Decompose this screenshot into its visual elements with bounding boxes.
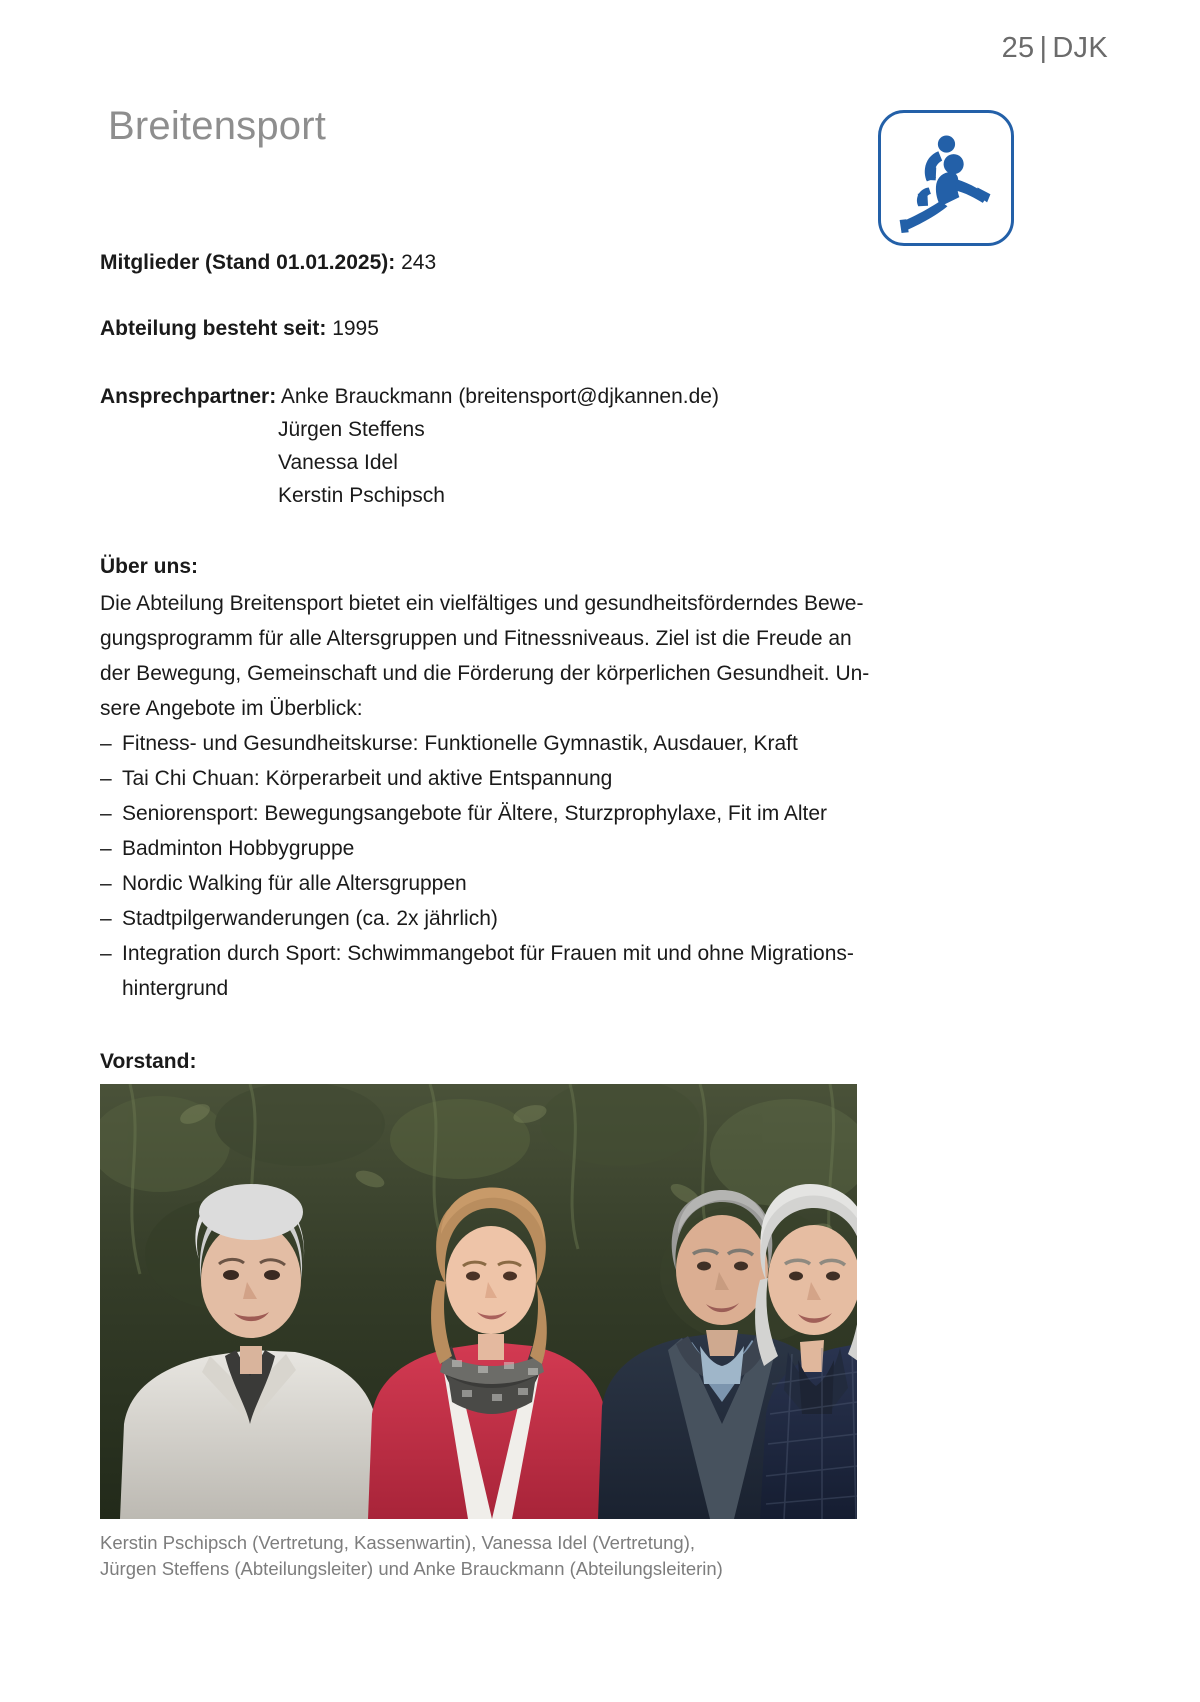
offer-list bbox=[100, 726, 890, 1006]
contact-primary: Anke Brauckmann (breitensport@djkannen.de) bbox=[280, 385, 719, 408]
caption-line: Jürgen Steffens (Abteilungsleiter) und Anke Brauckmann (Abteilungsleiterin) bbox=[100, 1558, 723, 1579]
list-dash: – bbox=[100, 802, 112, 825]
list-dash: – bbox=[100, 907, 112, 930]
caption-line: Kerstin Pschipsch (Vertretung, Kassenwartin), Vanessa Idel (Vertretung), bbox=[100, 1532, 696, 1553]
list-item-line2: hintergrund bbox=[122, 977, 229, 1000]
members-line bbox=[100, 248, 890, 278]
list-item-label-wrapped bbox=[122, 936, 890, 1006]
list-item-label: Nordic Walking für alle Altersgruppen bbox=[122, 872, 467, 895]
photo-caption bbox=[100, 1530, 890, 1582]
page-content bbox=[100, 248, 890, 1582]
contact-primary-line bbox=[100, 380, 890, 413]
club-name: DJK bbox=[1052, 32, 1108, 64]
list-item bbox=[100, 796, 890, 831]
handball-player-icon bbox=[878, 110, 1014, 246]
list-item-line1: Integration durch Sport: Schwimmangebot für Frauen mit und ohne Migrations- bbox=[122, 942, 854, 965]
members-value: 243 bbox=[401, 251, 437, 274]
board-members-photo bbox=[100, 1084, 857, 1519]
list-item bbox=[100, 901, 890, 936]
founded-line bbox=[100, 314, 890, 344]
founded-value: 1995 bbox=[332, 317, 379, 340]
header-separator: | bbox=[1039, 32, 1048, 64]
list-item bbox=[100, 761, 890, 796]
list-dash: – bbox=[100, 732, 112, 755]
contacts-block bbox=[100, 380, 890, 512]
list-item-label: Stadtpilgerwanderungen (ca. 2x jährlich) bbox=[122, 907, 498, 930]
list-item bbox=[100, 936, 890, 1006]
list-dash: – bbox=[100, 837, 112, 860]
list-item-label: Tai Chi Chuan: Körperarbeit und aktive Entspannung bbox=[122, 767, 613, 790]
board-heading: Vorstand: bbox=[100, 1050, 197, 1073]
list-item bbox=[100, 831, 890, 866]
list-dash: – bbox=[100, 767, 112, 790]
list-dash: – bbox=[100, 872, 112, 895]
about-line: Die Abteilung Breitensport bietet ein vielfältiges und gesundheitsförderndes Bewe- bbox=[100, 592, 864, 615]
page-number: 25 bbox=[1001, 32, 1035, 64]
list-item-label: Seniorensport: Bewegungsangebote für Ältere, Sturzprophylaxe, Fit im Alter bbox=[122, 802, 828, 825]
about-heading: Über uns: bbox=[100, 555, 199, 578]
contacts-label: Ansprechpartner: bbox=[100, 385, 277, 408]
contact-item: Jürgen Steffens bbox=[278, 418, 425, 441]
about-line: gungsprogramm für alle Altersgruppen und Fitnessniveaus. Ziel ist die Freude an bbox=[100, 627, 852, 650]
about-line: sere Angebote im Überblick: bbox=[100, 697, 363, 720]
members-label: Mitglieder (Stand 01.01.2025): bbox=[100, 251, 396, 274]
contact-item: Vanessa Idel bbox=[278, 451, 398, 474]
founded-label: Abteilung besteht seit: bbox=[100, 317, 327, 340]
page-header bbox=[1002, 32, 1108, 65]
list-item bbox=[100, 866, 890, 901]
contact-item: Kerstin Pschipsch bbox=[278, 484, 445, 507]
list-item-label: Badminton Hobbygruppe bbox=[122, 837, 355, 860]
about-paragraph bbox=[100, 586, 890, 726]
list-dash: – bbox=[100, 942, 112, 965]
list-item-label: Fitness- und Gesundheitskurse: Funktionelle Gymnastik, Ausdauer, Kraft bbox=[122, 732, 798, 755]
list-item bbox=[100, 726, 890, 761]
page-title: Breitensport bbox=[108, 104, 327, 148]
about-line: der Bewegung, Gemeinschaft und die Förderung der körperlichen Gesundheit. Un- bbox=[100, 662, 870, 685]
